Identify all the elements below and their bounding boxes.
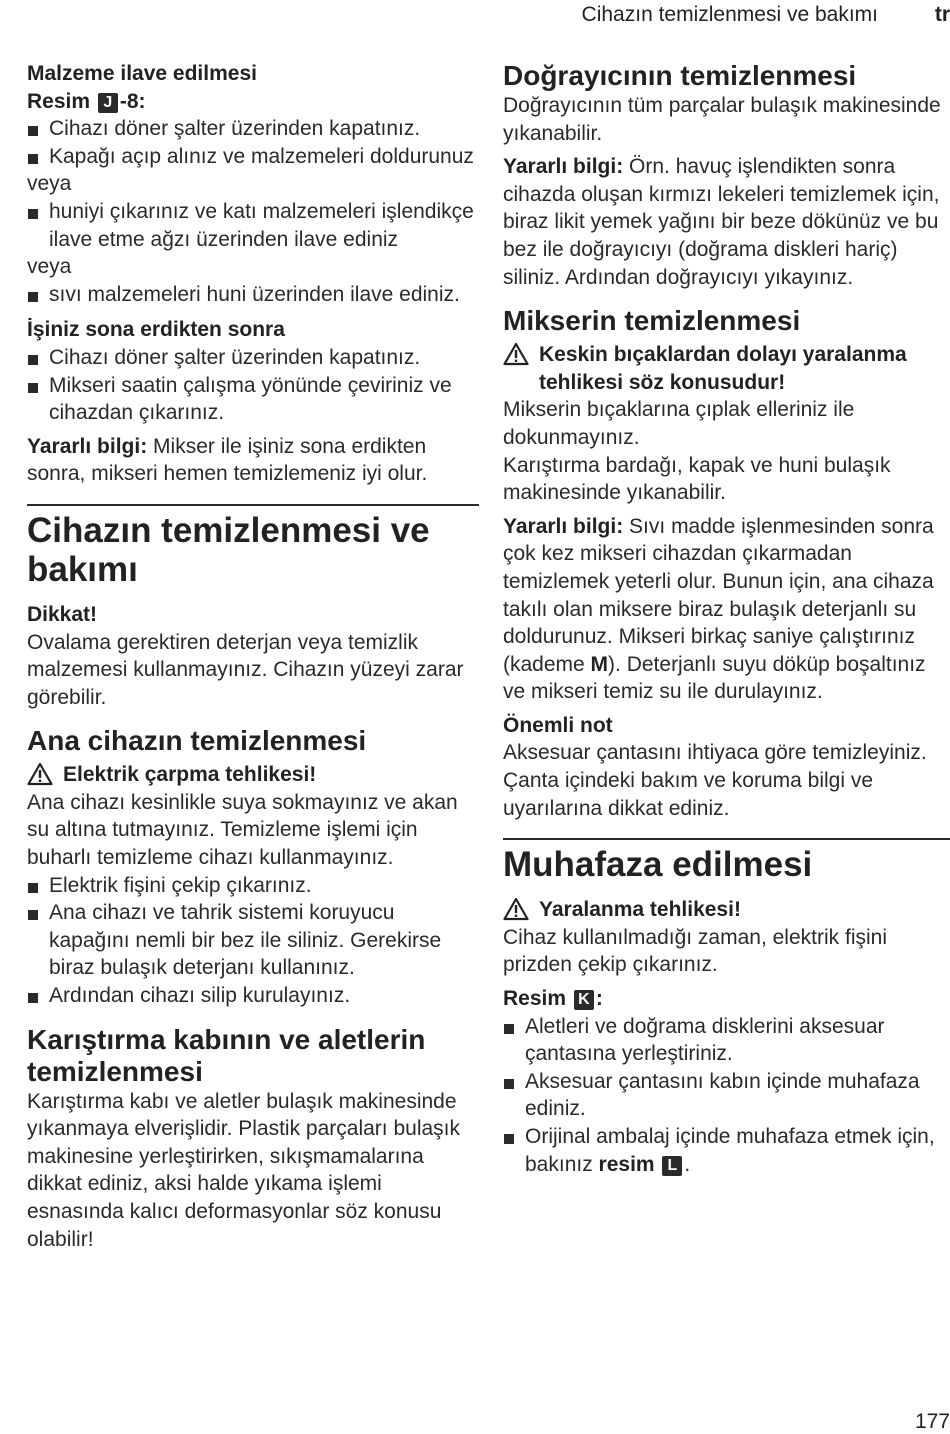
bowl-text: Karıştırma kabı ve aletler bulaşık makinesinde yıkanmaya elverişlidir. Plastik parçaları bulaşık makinesine yerleştirirken, sıkışmamalarına dikkat ediniz, aksi halde yıkama işlemi esnasında kalıcı deformasyonlar söz konusu olabilir! xyxy=(27,1089,461,1251)
figure-ref-bold: resim xyxy=(598,1152,661,1176)
after-heading: İşiniz sona erdikten sonra xyxy=(27,318,285,342)
header-title: Cihazın temizlenmesi ve bakımı xyxy=(581,3,878,26)
note-label: Önemli not xyxy=(503,713,613,737)
blender-tip xyxy=(503,513,950,706)
list-item: Cihazı döner şalter üzerinden kapatınız. xyxy=(27,115,479,143)
blender-text-2: Karıştırma bardağı, kapak ve huni bulaşık makinesinde yıkanabilir. xyxy=(503,453,891,505)
storage-steps xyxy=(503,1013,950,1179)
chopper-tip xyxy=(503,153,950,291)
list-item: Aksesuar çantasını kabın içinde muhafaza ediniz. xyxy=(503,1068,950,1123)
warning-text: Elektrik çarpma tehlikesi! xyxy=(63,763,317,787)
list-item: Ana cihazı ve tahrik sistemi koruyucu kapağını nemli bir bez ile siliniz. Gerekirse biraz bulaşık deterjanı kullanınız. xyxy=(27,899,479,982)
adding-figure-ref xyxy=(27,88,479,116)
warning-triangle-icon xyxy=(27,762,53,786)
figure-ref-suffix: -8: xyxy=(119,89,146,113)
blender-heading: Mikserin temizlenmesi xyxy=(503,305,801,337)
section-divider xyxy=(27,504,479,506)
section-divider xyxy=(503,838,950,840)
adding-steps-2 xyxy=(27,198,479,253)
tip-label: Yararlı bilgi: xyxy=(27,434,148,458)
storage-figure-ref xyxy=(503,985,950,1013)
after-steps xyxy=(27,344,479,427)
storage-heading: Muhafaza edilmesi xyxy=(503,845,813,885)
left-column xyxy=(27,60,479,1253)
cleaning-heading: Cihazın temizlenmesi ve bakımı xyxy=(27,510,430,589)
list-item: huniyi çıkarınız ve katı malzemeleri işlendikçe ilave etme ağzı üzerinden ilave ediniz xyxy=(27,198,479,253)
list-item-text: Orijinal ambalaj içinde muhafaza etmek için, bakınız xyxy=(525,1125,935,1176)
adding-steps xyxy=(27,115,479,170)
list-item-end: . xyxy=(684,1152,691,1176)
figure-ref-suffix: : xyxy=(595,987,603,1011)
list-item xyxy=(503,1123,950,1178)
note-text: Aksesuar çantasını ihtiyaca göre temizleyiniz. Çanta içindeki bakım ve koruma bilgi ve uyarılarına dikkat ediniz. xyxy=(503,741,927,820)
storage-text: Cihaz kullanılmadığı zaman, elektrik fişini prizden çekip çıkarınız. xyxy=(503,925,887,977)
or-text: veya xyxy=(27,255,72,279)
blender-text-1: Mikserin bıçaklarına çıplak elleriniz ile dokunmayınız. xyxy=(503,398,855,449)
tip-label: Yararlı bilgi: xyxy=(503,514,624,538)
list-item: Kapağı açıp alınız ve malzemeleri doldurunuz xyxy=(27,143,479,171)
tip-text: Sıvı madde işlenmesinden sonra çok kez mikseri cihazdan çıkarmadan temizlemek yeterli olur. Bunun için, ana cihaza takılı olan miksere biraz bulaşık deterjanlı su doldurunuz. Mikseri birkaç saniye çalıştırınız (kademe xyxy=(503,514,934,676)
or-text: veya xyxy=(27,172,72,196)
tip-text-end: ). Deterjanlı suyu döküp boşaltınız ve mikseri temiz su ile durulayınız. xyxy=(503,652,926,704)
caution-text: Ovalama gerektiren deterjan veya temizlik malzemesi kullanmayınız. Cihazın yüzeyi zarar görebilir. xyxy=(27,630,464,709)
warning-triangle-icon xyxy=(503,897,529,921)
figure-letter-box: K xyxy=(574,990,594,1010)
bowl-heading: Karıştırma kabının ve aletlerin temizlenmesi xyxy=(27,1023,426,1087)
page-number: 177 xyxy=(914,1410,950,1433)
list-item: Elektrik fişini çekip çıkarınız. xyxy=(27,872,479,900)
list-item: Cihazı döner şalter üzerinden kapatınız. xyxy=(27,344,479,372)
after-tip xyxy=(27,433,479,488)
right-column xyxy=(503,60,950,1178)
tip-label: Yararlı bilgi: xyxy=(503,155,624,179)
injury-warning xyxy=(503,896,950,924)
tip-text: Mikser ile işiniz sona erdikten sonra, mikseri hemen temizlemeniz iyi olur. xyxy=(27,434,428,486)
blade-warning xyxy=(503,341,950,396)
figure-ref-text: Resim xyxy=(27,89,96,113)
adding-steps-3 xyxy=(27,281,479,309)
list-item: Ardından cihazı silip kurulayınız. xyxy=(27,982,479,1010)
main-unit-steps xyxy=(27,872,479,1010)
page-header xyxy=(0,3,950,33)
chopper-heading: Doğrayıcının temizlenmesi xyxy=(503,60,857,91)
chopper-text: Doğrayıcının tüm parçalar bulaşık makinesinde yıkanabilir. xyxy=(503,94,941,145)
warning-text: Yaralanma tehlikesi! xyxy=(539,898,741,922)
tip-text: Örn. havuç işlendikten sonra cihazda oluşan kırmızı lekeleri temizlemek için, biraz likit yemek yağını bir beze dökünüz ve bu bez ile doğrayıcıyı (doğrama diskleri hariç) siliniz. Ardından doğrayıcıyı yıkayınız. xyxy=(503,155,940,289)
caution-label: Dikkat! xyxy=(27,602,98,626)
figure-letter-box: L xyxy=(662,1156,682,1176)
list-item: sıvı malzemeleri huni üzerinden ilave ediniz. xyxy=(27,281,479,309)
adding-heading: Malzeme ilave edilmesi xyxy=(27,62,257,85)
list-item: Aletleri ve doğrama disklerini aksesuar çantasına yerleştiriniz. xyxy=(503,1013,950,1068)
electric-warning xyxy=(27,761,479,789)
main-unit-heading: Ana cihazın temizlenmesi xyxy=(27,725,367,757)
warning-text: Keskin bıçaklardan dolayı yaralanma tehlikesi söz konusudur! xyxy=(539,343,907,394)
figure-letter-box: J xyxy=(98,93,118,113)
header-language: tr xyxy=(934,3,950,26)
setting-m: M xyxy=(590,652,609,676)
list-item: Mikseri saatin çalışma yönünde çeviriniz ve cihazdan çıkarınız. xyxy=(27,372,479,427)
warning-triangle-icon xyxy=(503,342,529,366)
main-unit-text: Ana cihazı kesinlikle suya sokmayınız ve akan su altına tutmayınız. Temizleme işlemi için buharlı temizleme cihazı kullanmayınız. xyxy=(27,790,458,870)
figure-ref-text: Resim xyxy=(503,987,572,1011)
